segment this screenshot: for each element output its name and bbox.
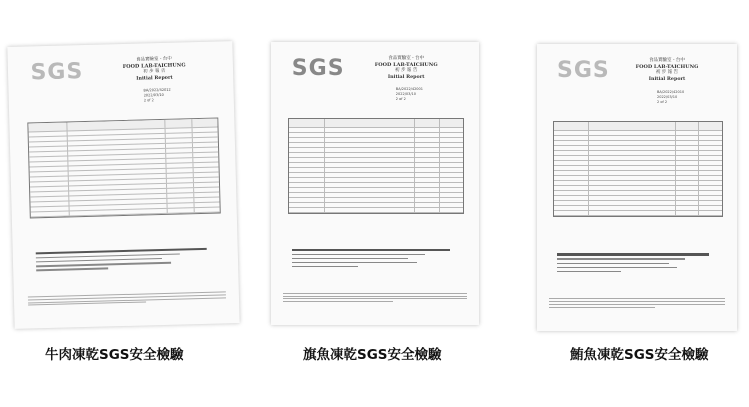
report-date: 2022/03/10 (143, 93, 164, 98)
report-footer (27, 290, 225, 308)
report-type-en: Initial Report (136, 74, 173, 82)
report-footer (549, 297, 725, 310)
report-document (7, 41, 239, 329)
report-notes (35, 245, 216, 274)
results-table (27, 118, 220, 219)
results-table (288, 118, 465, 214)
report-notes (557, 251, 717, 276)
report-page: 2 of 2 (395, 97, 406, 102)
report-header (354, 56, 458, 80)
report-type-cn: 初 步 報 告 (143, 68, 166, 75)
lab-name-en: FOOD LAB-TAICHUNG (374, 62, 438, 69)
sgs-logo: SGS (291, 56, 345, 82)
lab-name-cn: 食品實驗室 - 台中 (135, 56, 172, 63)
sgs-logo: SGS (30, 59, 84, 86)
report-date: 2022/03/10 (657, 94, 678, 99)
sgs-logo: SGS (557, 58, 610, 84)
lab-name-cn: 食品實驗室 - 台中 (388, 56, 425, 62)
report-footer (283, 291, 466, 304)
report-meta (657, 90, 727, 105)
report-number: BA/2022/42001 (395, 87, 423, 92)
report-caption: 牛肉凍乾SGS安全檢驗 (45, 347, 184, 363)
lab-name-en: FOOD LAB-TAICHUNG (635, 64, 699, 71)
lab-name-cn: 食品實驗室 - 台中 (649, 58, 685, 64)
report-meta (143, 86, 222, 103)
report-meta (396, 87, 469, 102)
report-notes (292, 246, 458, 271)
report-page: 2 of 2 (657, 99, 668, 104)
report-type-en: Initial Report (387, 74, 425, 81)
report-caption: 鮪魚凍乾SGS安全檢驗 (570, 347, 709, 363)
report-type-cn: 初 步 報 告 (395, 68, 418, 74)
report-header (98, 56, 211, 83)
report-type-cn: 初 步 報 告 (655, 70, 679, 76)
results-table (553, 121, 723, 217)
report-type-en: Initial Report (648, 76, 686, 83)
report-header (617, 58, 717, 82)
report-number: BA/2022/42010 (657, 89, 685, 94)
report-page: 2 of 2 (143, 98, 154, 103)
report-document (537, 44, 737, 331)
report-number: BA/2022/42012 (143, 87, 171, 93)
report-caption: 旗魚凍乾SGS安全檢驗 (303, 347, 442, 363)
report-date: 2022/03/10 (395, 92, 416, 97)
lab-name-en: FOOD LAB-TAICHUNG (122, 62, 186, 71)
report-document (271, 42, 479, 325)
